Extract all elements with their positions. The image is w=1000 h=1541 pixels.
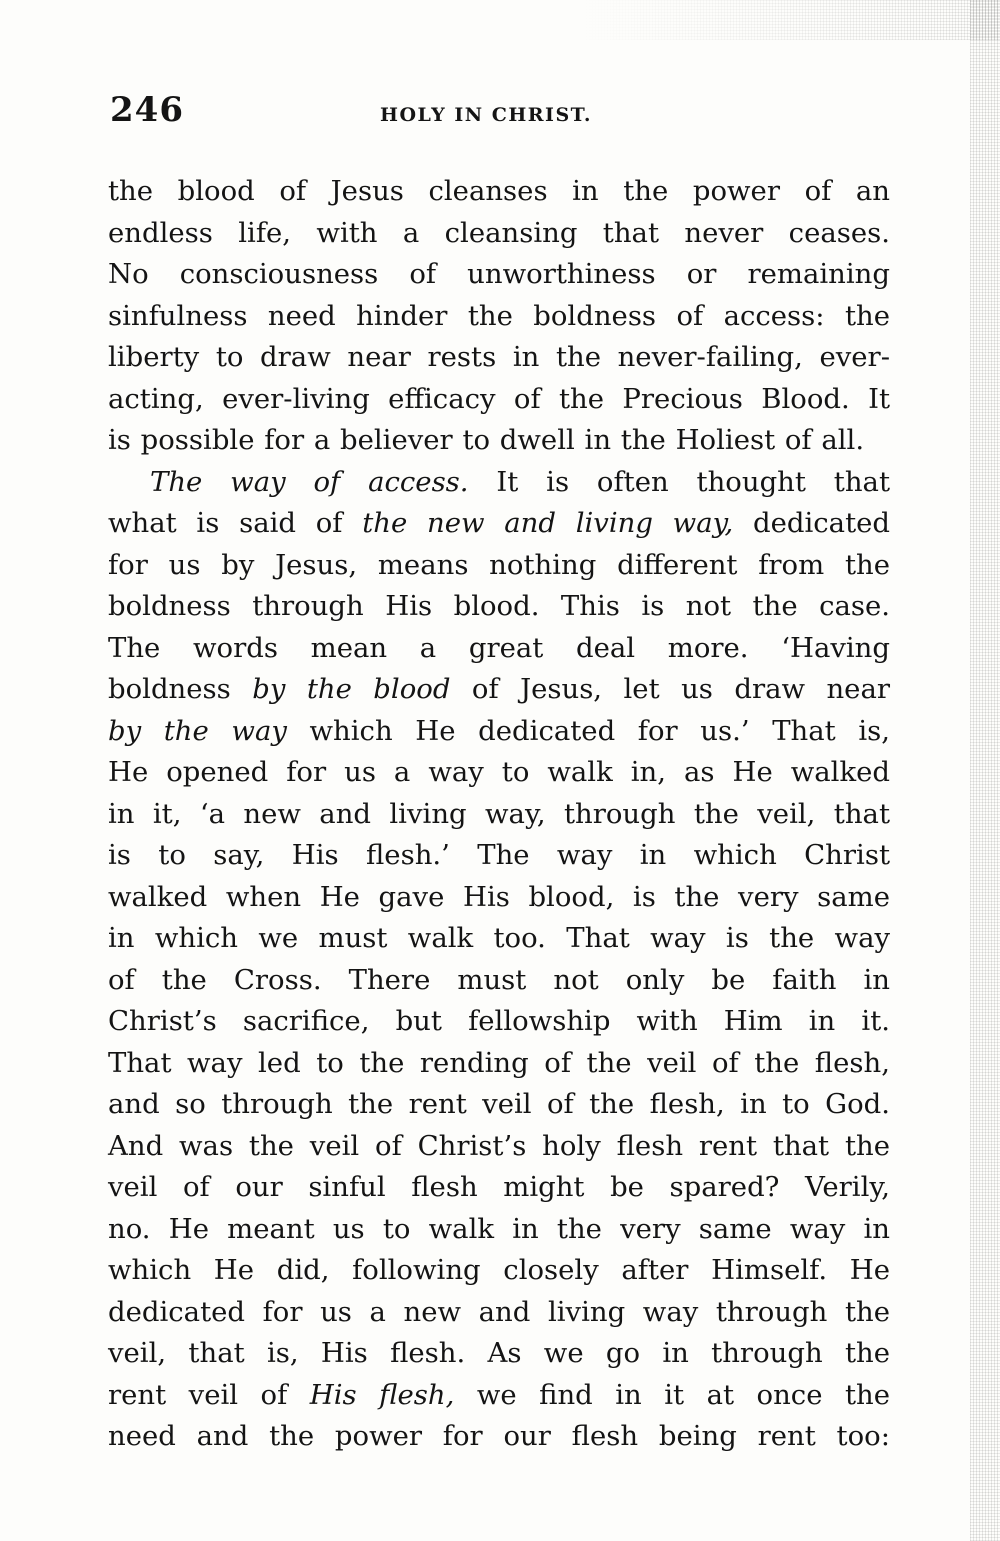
text-line	[108, 171, 890, 213]
text-line	[108, 462, 890, 504]
text-line	[108, 794, 890, 836]
text-segment: which He did, following closely after Himself. He	[108, 1254, 890, 1286]
text-segment: in which we must walk too. That way is the way	[108, 922, 890, 954]
text-segment: He opened for us a way to walk in, as He walked	[108, 756, 890, 788]
text-line	[108, 835, 890, 877]
text-line	[108, 337, 890, 379]
text-line	[108, 711, 890, 753]
text-segment: we find in it at once the	[454, 1378, 890, 1411]
text-line	[108, 1333, 890, 1375]
running-head-title: HOLY IN CHRIST.	[380, 104, 592, 126]
text-segment: rent veil of	[108, 1378, 310, 1411]
page-number: 246	[110, 90, 184, 130]
italic-text: His flesh,	[309, 1378, 455, 1411]
text-line	[108, 254, 890, 296]
text-segment: Christ’s sacrifice, but fellowship with Him in it.	[108, 1005, 890, 1037]
text-segment: in it, ‘a new and living way, through the veil, that	[108, 797, 890, 830]
text-line	[108, 1126, 890, 1168]
text-segment: sinfulness need hinder the boldness of access: the	[108, 299, 890, 332]
italic-text: by the way	[108, 714, 287, 747]
text-line	[108, 1001, 890, 1043]
text-segment: endless life, with a cleansing that never ceases.	[108, 216, 890, 249]
text-segment: dedicated for us a new and living way through the	[108, 1295, 890, 1328]
text-line	[108, 1167, 890, 1209]
text-segment: need and the power for our flesh being rent too:	[108, 1420, 890, 1452]
text-line	[108, 1416, 890, 1458]
text-line	[108, 503, 890, 545]
text-segment: which He dedicated for us.’ That is,	[286, 714, 890, 747]
text-segment: of the Cross. There must not only be faith in	[108, 963, 890, 996]
text-segment: veil, that is, His flesh. As we go in through the	[108, 1337, 890, 1369]
italic-text: The way of access.	[150, 465, 469, 498]
text-line	[108, 1375, 890, 1417]
italic-text: the new and living way,	[362, 507, 734, 539]
text-segment: liberty to draw near rests in the never-failing, ever-	[108, 341, 890, 373]
text-segment: boldness	[108, 673, 253, 705]
text-segment: boldness through His blood. This is not the case.	[108, 590, 890, 622]
text-line	[108, 960, 890, 1002]
text-line	[108, 545, 890, 587]
text-line	[108, 918, 890, 960]
text-line	[108, 213, 890, 255]
text-line	[108, 586, 890, 628]
text-line	[108, 877, 890, 919]
scan-edge-right	[970, 0, 1000, 1541]
text-segment: acting, ever-living efficacy of the Precious Blood. It	[108, 382, 890, 415]
text-segment: It is often thought that	[468, 465, 890, 498]
text-segment: That way led to the rending of the veil of the flesh,	[108, 1046, 890, 1079]
text-line	[108, 628, 890, 670]
text-segment: is possible for a believer to dwell in the Holiest of all.	[108, 424, 865, 456]
running-head	[110, 90, 890, 140]
text-segment: no. He meant us to walk in the very same way in	[108, 1212, 890, 1245]
text-line	[108, 379, 890, 421]
text-segment: what is said of	[108, 507, 363, 539]
text-line	[108, 1292, 890, 1334]
text-segment: of Jesus, let us draw near	[450, 673, 891, 705]
text-line	[108, 752, 890, 794]
scan-edge-top	[580, 0, 1000, 40]
text-segment: No consciousness of unworthiness or remaining	[108, 258, 890, 290]
body-text	[108, 171, 890, 1458]
text-line	[108, 1043, 890, 1085]
text-line	[108, 296, 890, 338]
text-segment: walked when He gave His blood, is the very same	[108, 880, 890, 913]
text-line	[108, 1250, 890, 1292]
text-segment: dedicated	[733, 507, 890, 539]
text-segment: is to say, His flesh.’ The way in which Christ	[108, 839, 890, 871]
text-segment: for us by Jesus, means nothing different from the	[108, 548, 890, 581]
italic-text: by the blood	[252, 673, 451, 705]
text-segment: The words mean a great deal more. ‘Having	[108, 631, 890, 664]
text-line	[108, 669, 890, 711]
text-segment: veil of our sinful flesh might be spared? Verily,	[108, 1171, 890, 1203]
text-segment: And was the veil of Christ’s holy flesh rent that the	[108, 1129, 890, 1162]
text-segment: the blood of Jesus cleanses in the power of an	[108, 175, 890, 207]
text-line	[108, 1209, 890, 1251]
text-line	[108, 420, 890, 462]
text-segment: and so through the rent veil of the flesh, in to God.	[108, 1088, 890, 1120]
text-line	[108, 1084, 890, 1126]
